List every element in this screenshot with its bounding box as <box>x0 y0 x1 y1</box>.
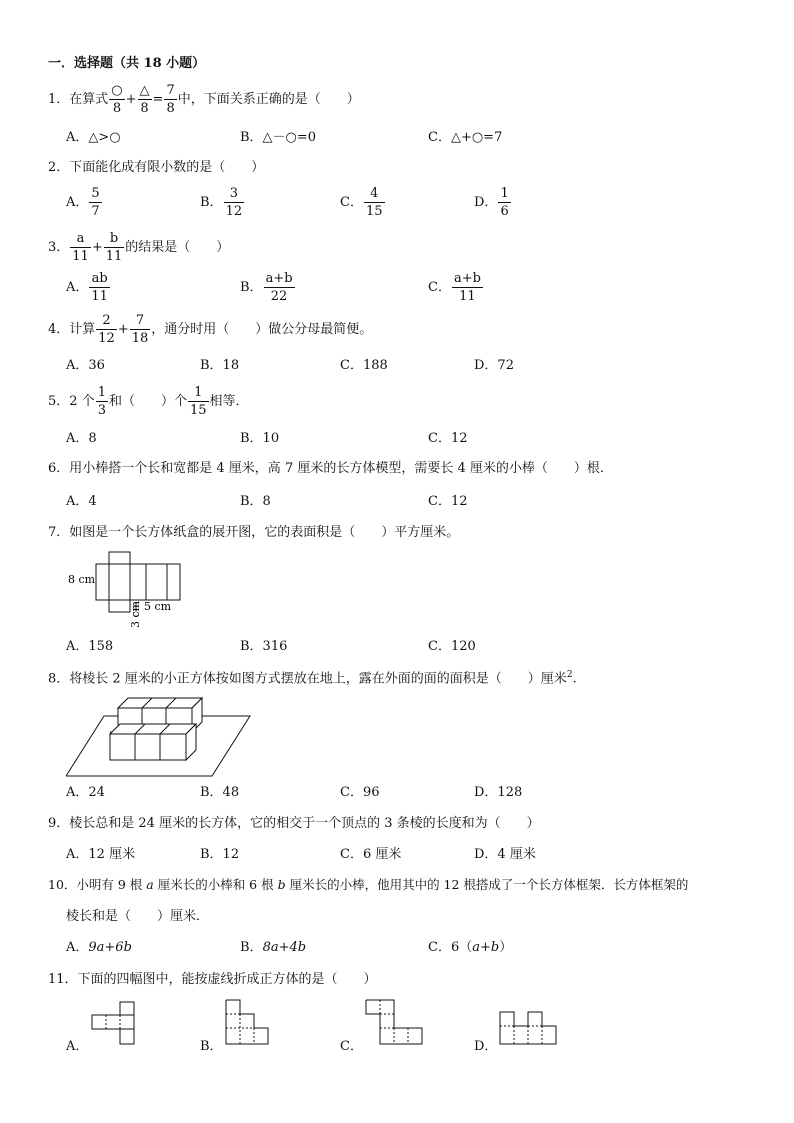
q5-f2-den: 15 <box>189 403 207 418</box>
q7-label-5cm: 5 cm <box>144 600 172 613</box>
q7-box-net-figure <box>62 548 192 628</box>
q8-top-layer-top <box>118 698 202 708</box>
q3-a-num: ab <box>89 272 110 288</box>
q4-plus: + <box>117 322 129 337</box>
q7-option-b[interactable]: B．316 <box>240 639 288 654</box>
q1-fraction-1 <box>109 84 124 115</box>
q2-option-c[interactable] <box>340 187 386 218</box>
q11-a-top-square <box>120 1002 134 1015</box>
q11-net-c-figure <box>364 998 428 1048</box>
question-1 <box>48 84 360 115</box>
q3-fraction-1 <box>70 232 91 263</box>
q1-option-a[interactable]: A．△>○ <box>66 130 121 145</box>
q7-label-8cm: 8 cm <box>68 573 96 586</box>
q3-b-fraction <box>264 272 295 303</box>
q2-c-fraction <box>364 187 385 218</box>
q1-f2-num: △ <box>139 83 150 98</box>
q3-option-a[interactable] <box>66 272 111 303</box>
question-9: 9．棱长总和是 24 厘米的长方体，它的相交于一个顶点的 3 条棱的长度和为（ ） <box>48 816 540 831</box>
q3-f2-num: b <box>104 232 125 248</box>
q10-a-label: A． <box>66 940 89 955</box>
q1-fraction-2 <box>138 84 152 115</box>
q4-option-c[interactable]: C．188 <box>340 358 388 373</box>
q7-option-c[interactable]: C．120 <box>428 639 476 654</box>
question-6: 6．用小棒搭一个长和宽都是 4 厘米，高 7 厘米的长方体模型，需要长 4 厘米的小棒（ ）根． <box>48 461 613 476</box>
q1-suffix: 中，下面关系正确的是（ ） <box>177 92 360 107</box>
q6-option-c[interactable]: C．12 <box>428 494 468 509</box>
q9-option-d[interactable]: D．4 厘米 <box>474 847 536 862</box>
q5-suffix: 相等． <box>209 394 249 409</box>
q11-net-d-figure <box>498 1010 562 1048</box>
q10-b-label: B． <box>240 940 263 955</box>
question-5 <box>48 386 249 417</box>
q3-suffix: 的结果是（ ） <box>125 240 230 255</box>
q1-f2-den: 8 <box>140 101 149 116</box>
q3-b-label: B． <box>240 280 263 295</box>
q8-bottom-layer-top <box>110 724 196 734</box>
q8-option-d[interactable]: D．128 <box>474 785 523 800</box>
q5-f1-den: 3 <box>97 403 106 418</box>
q4-f2-num: 7 <box>130 314 151 330</box>
q7-net-top-flap <box>109 552 130 564</box>
question-11: 11．下面的四幅图中，能按虚线折成正方体的是（ ） <box>48 972 377 987</box>
q3-number: 3． <box>48 240 70 255</box>
q4-fraction-1 <box>96 314 117 345</box>
q3-option-c[interactable] <box>428 272 484 303</box>
q2-option-d[interactable] <box>474 187 512 218</box>
question-10-line-1 <box>48 879 688 892</box>
q2-d-fraction <box>498 187 510 218</box>
q4-prefix: 4．计算 <box>48 322 96 337</box>
q1-prefix: 在算式 <box>69 92 109 107</box>
q3-c-den: 11 <box>459 289 476 304</box>
q8-end: . <box>572 671 577 687</box>
q2-a-fraction <box>89 187 101 218</box>
q5-f2-num: 1 <box>188 386 209 402</box>
question-8 <box>48 671 577 685</box>
q10-a-value: 9a+6b <box>88 940 132 955</box>
q10-c-label: C．6（ <box>428 940 473 955</box>
question-3 <box>48 232 229 263</box>
q1-number: 1． <box>48 92 70 107</box>
q4-fraction-2 <box>130 314 151 345</box>
q10-option-c[interactable] <box>428 941 512 954</box>
q5-option-b[interactable]: B．10 <box>240 431 280 446</box>
q11-option-d[interactable]: D． <box>474 1039 498 1054</box>
q1-f1-num: ○ <box>111 83 123 98</box>
q5-fraction-1 <box>96 386 108 417</box>
q10-var-a: a <box>146 877 154 892</box>
q10-option-a[interactable] <box>66 941 132 954</box>
q3-option-b[interactable] <box>240 272 296 303</box>
section-title: 一．选择题（共 18 小题） <box>48 56 206 71</box>
q2-a-den: 7 <box>91 204 100 219</box>
q10-text-c: 厘米长的小棒，他用其中的 12 根搭成了一个长方体框架．长方体框架的 <box>285 877 689 892</box>
q5-option-a[interactable]: A．8 <box>66 431 97 446</box>
q7-option-a[interactable]: A．158 <box>66 639 114 654</box>
q4-option-a[interactable]: A．36 <box>66 358 105 373</box>
q1-plus: + <box>125 92 137 107</box>
q2-b-num: 3 <box>224 187 245 203</box>
q10-text-a: 10．小明有 9 根 <box>48 877 147 892</box>
q11-option-b[interactable]: B． <box>200 1039 223 1054</box>
q8-option-c[interactable]: C．96 <box>340 785 380 800</box>
q1-f3-num: 7 <box>166 83 175 98</box>
q2-a-label: A． <box>66 195 89 210</box>
q5-f1-num: 1 <box>97 385 106 400</box>
q11-net-b-figure <box>224 998 274 1048</box>
q3-c-label: C． <box>428 280 451 295</box>
q11-a-bottom-square <box>120 1029 134 1044</box>
q3-c-num: a+b <box>453 271 481 286</box>
q9-option-c[interactable]: C．6 厘米 <box>340 847 402 862</box>
q11-a-middle-row <box>92 1015 134 1029</box>
q3-f2-den: 11 <box>105 249 123 264</box>
q2-d-label: D． <box>474 195 498 210</box>
q4-option-b[interactable]: B．18 <box>200 358 240 373</box>
q11-b-outline <box>226 1000 268 1044</box>
q3-plus: + <box>91 240 103 255</box>
q2-b-den: 12 <box>225 204 243 219</box>
q8-superscript: 2 <box>566 670 573 680</box>
q8-option-b[interactable]: B．48 <box>200 785 240 800</box>
q4-f2-den: 18 <box>131 331 149 346</box>
q4-option-d[interactable]: D．72 <box>474 358 514 373</box>
q3-f1-den: 11 <box>72 249 89 264</box>
q1-f3-den: 8 <box>166 101 175 116</box>
q9-option-a[interactable]: A．12 厘米 <box>66 847 136 862</box>
q2-d-num: 1 <box>500 186 509 201</box>
q2-b-fraction <box>224 187 245 218</box>
q10-text-b: 厘米长的小棒和 6 根 <box>153 877 278 892</box>
q3-f1-num: a <box>70 232 91 248</box>
question-7: 7．如图是一个长方体纸盒的展开图，它的表面积是（ ）平方厘米。 <box>48 525 460 540</box>
q3-a-fraction <box>89 272 110 303</box>
q5-middle: 和（ ）个 <box>108 394 187 409</box>
question-4 <box>48 314 372 345</box>
q2-a-num: 5 <box>91 186 100 201</box>
q4-f1-den: 12 <box>98 331 115 346</box>
q4-f1-num: 2 <box>96 314 117 330</box>
q1-equals: = <box>152 92 164 107</box>
q3-b-num: a+b <box>265 271 293 286</box>
q1-option-b[interactable]: B．△－○=0 <box>240 130 317 145</box>
q3-a-den: 11 <box>91 289 108 304</box>
q10-c-value: a+b <box>472 940 500 955</box>
q11-option-a[interactable]: A． <box>66 1039 89 1054</box>
q2-c-den: 15 <box>365 204 383 219</box>
q2-option-a[interactable] <box>66 187 103 218</box>
q1-option-c[interactable]: C．△+○=7 <box>428 130 503 145</box>
q5-option-c[interactable]: C．12 <box>428 431 468 446</box>
q9-option-b[interactable]: B．12 <box>200 847 240 862</box>
q2-option-b[interactable] <box>200 187 245 218</box>
q10-b-value: 8a+4b <box>262 940 307 955</box>
q8-bottom-layer-front <box>110 734 186 760</box>
question-10-line-2: 棱长和是（ ）厘米． <box>66 909 210 924</box>
q3-b-den: 22 <box>270 289 288 304</box>
q7-net-bottom-flap <box>109 600 130 612</box>
q7-label-3cm: 3 cm <box>129 600 142 628</box>
q8-option-a[interactable]: A．24 <box>66 785 105 800</box>
q1-fraction-3 <box>164 84 176 115</box>
q11-option-c[interactable]: C． <box>340 1039 363 1054</box>
q5-prefix: 5．2 个 <box>48 394 95 409</box>
q11-net-a-figure <box>90 1000 140 1048</box>
q6-option-b[interactable]: B．8 <box>240 494 271 509</box>
question-2: 2．下面能化成有限小数的是（ ） <box>48 160 265 175</box>
q8-cubes-figure <box>66 692 256 778</box>
q2-d-den: 6 <box>500 204 509 219</box>
q6-option-a[interactable]: A．4 <box>66 494 97 509</box>
q8-text: 8．将棱长 2 厘米的小正方体按如图方式摆放在地上，露在外面的面的面积是（ ）厘米 <box>48 671 567 687</box>
q5-fraction-2 <box>188 386 209 417</box>
q2-c-label: C． <box>340 195 363 210</box>
q2-b-label: B． <box>200 195 223 210</box>
q1-f1-den: 8 <box>112 101 122 116</box>
q3-a-label: A． <box>66 280 89 295</box>
q10-c-close: ） <box>499 940 513 955</box>
q3-c-fraction <box>452 272 483 303</box>
q2-c-num: 4 <box>364 187 385 203</box>
q10-var-b: b <box>277 877 286 892</box>
q10-option-b[interactable] <box>240 941 306 954</box>
q4-suffix: ，通分时用（ ）做公分母最简便。 <box>151 322 373 337</box>
q3-fraction-2 <box>104 232 125 263</box>
